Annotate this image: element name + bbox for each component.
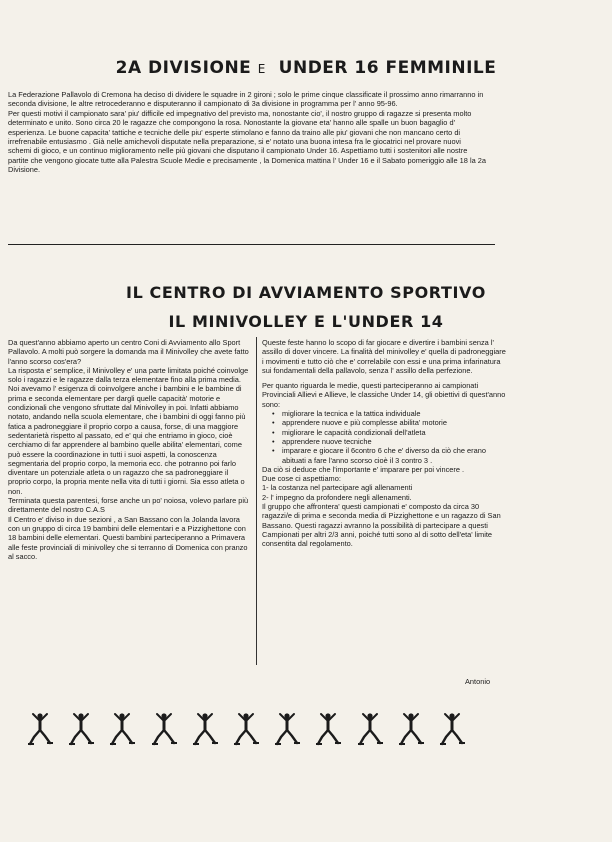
section1-body [8, 90, 486, 175]
section1-title-e: E [257, 62, 266, 76]
goal-item: • imparare e giocare il 6contro 6 che e' diverso da ciò che erano abituati a fare l'anno scorso cioè il 3 contro 3 . [272, 446, 508, 465]
right-intro: Queste feste hanno lo scopo di far giocare e divertire i bambini senza l' assillo di dover vincere. La finalità del minivolley e' quella di padroneggiare i movimenti e tutto ciò che e' correlabile con essi e una prima infarinatura sui fondamentali della pallavolo, senza l' assillo della perfezione. [262, 338, 506, 375]
section2-title-line2: IL MINIVOLLEY E L'UNDER 14 [168, 312, 444, 331]
left-column [8, 338, 252, 561]
right-column [262, 338, 508, 549]
expect-item: 1- la costanza nel partecipare agli allenamenti [262, 483, 413, 493]
author-signature: Antonio [465, 677, 491, 686]
volleyball-player-icon [150, 712, 178, 746]
volleyball-player-icon [191, 712, 219, 746]
volleyball-player-icon [26, 712, 54, 746]
volleyball-player-icon [356, 712, 384, 746]
section1-paragraph: Per questi motivi il campionato sara' piu' difficile ed impegnativo del previsto ma, nonostante cio', il nostro gruppo di ragazze si presenta molto determinato e unito. Sono circa 20 le ragazze che compongono la rosa. Nonostante la giovane eta' hanno alle spalle un buon bagaglio d' esperienza. Le buone capacita' tattiche e tecniche delle piu' esperte stimolano e fanno da traino alle piu' giovani che non mancano certo di irrefrenabile entusiasmo . Già nelle amichevoli disputate nella preparazione, si e' notato una buona intesa fra le giocatrici nel provare nuovi schemi di gioco, e un continuo miglioramento nelle più giovani che disputano il campionato Under 16. Aspettiamo tutti i sostenitori alle nostre partite che vengono giocate tutte alla Palestra Scuole Medie e precisamente , la Domenica mattina l' Under 16 e il Sabato pomeriggio alle 18 la 2a Divisione. [8, 108, 486, 175]
right-medie: Per quanto riguarda le medie, questi parteciperanno ai campionati Provinciali Allievi e Allieve, le classiche Under 14, gli obiettivi di quest'anno sono: [262, 381, 506, 409]
volleyball-player-icon [273, 712, 301, 746]
left-paragraph: La risposta e' semplice, il Minivolley e' una parte limitata poiché coinvolge solo i ragazzi e le ragazze dalla terza elementare fino alla prima media. Noi avevamo l' esigenza di coinvolgere anche i bambini e le bambine di prima e seconda elementare per dargli quelle capacità' motorie e condizionali che vengono sfruttate dal Minivolley in poi. Infatti abbiamo notato, andando nella scuola elementare, che i bambini di oggi fanno più fatica a padroneggiare il proprio corpo a causa, forse, di una maggiore sedentarietà rispetto al passato, ed e' qui che entriamo in gioco, cioè cerchiamo di far apprendere al bambino quelle abilita' elementari, come può essere la coordinazione in tutti i suoi aspetti, la conoscenza segmentaria del proprio corpo, la memoria ecc. che potranno poi farlo diventare un potenziale atleta o un ragazzo che sa padroneggiare il proprio corpo, la propria mente nella vita di tutti i giorni. Sia esso atleta o non. [8, 365, 249, 496]
right-expect: Due cose ci aspettiamo: [262, 474, 341, 484]
column-divider [256, 337, 257, 665]
volleyball-player-icon [67, 712, 95, 746]
section-divider-rule [8, 244, 495, 245]
volleyball-player-icon [438, 712, 466, 746]
section1-paragraph: La Federazione Pallavolo di Cremona ha deciso di dividere le squadre in 2 gironi ; solo le prime cinque classificate il prossimo anno rimarranno in seconda divisione, le altre retrocederanno e disputeranno il campionato di 3a divisione in programma per l' anno 95-96. [8, 90, 484, 109]
goal-item: • apprendere nuove e più complesse abilita' motorie [272, 418, 508, 427]
left-paragraph: Terminata questa parentesi, forse anche un po' noiosa, volevo parlare più direttamente del nostro C.A.S [8, 496, 249, 515]
section2-title-line1: IL CENTRO DI AVVIAMENTO SPORTIVO [126, 283, 486, 302]
goal-item: • migliorare la tecnica e la tattica individuale [272, 409, 508, 418]
volleyball-player-icon [232, 712, 260, 746]
right-close: Il gruppo che affrontera' questi campionati e' composto da circa 30 ragazzi/e di prima e seconda media di Pizzighettone e un ragazzo di San Bassano. Questi ragazzi avranno la possibilità di partecipare a questi Campionati per altri 2/3 anni, poiché tutti sono al di sotto dell'eta' limite consentita dal regolamento. [262, 502, 501, 549]
volleyball-figures-row [26, 712, 466, 748]
goal-item: • migliorare le capacità condizionali dell'atleta [272, 428, 508, 437]
section1-title-a: 2A DIVISIONE [115, 58, 252, 78]
volleyball-player-icon [397, 712, 425, 746]
volleyball-player-icon [108, 712, 136, 746]
section1-title [0, 58, 612, 78]
goals-list [262, 409, 508, 465]
goal-item: • apprendere nuove tecniche [272, 437, 508, 446]
volleyball-player-icon [314, 712, 342, 746]
left-paragraph: Da quest'anno abbiamo aperto un centro Coni di Avviamento allo Sport Pallavolo. A molti può sorgere la domanda ma il Minivolley che avete fatto l'anno scorso cos'era? [8, 338, 249, 366]
left-paragraph: Il Centro e' diviso in due sezioni , a San Bassano con la Jolanda lavora con un gruppo di circa 19 bambini delle elementari e a Pizzighettone con 18 bambini delle elementari. Questi bambini parteciperanno a Primavera alle feste provinciali di minivolley che si terranno di Domenica con pranzo al sacco. [8, 514, 248, 561]
section1-title-b: UNDER 16 FEMMINILE [278, 58, 497, 78]
right-conclusion: Da ciò si deduce che l'importante e' imparare per poi vincere . [262, 464, 465, 474]
expect-item: 2- l' impegno da profondere negli allenamenti. [262, 492, 412, 502]
